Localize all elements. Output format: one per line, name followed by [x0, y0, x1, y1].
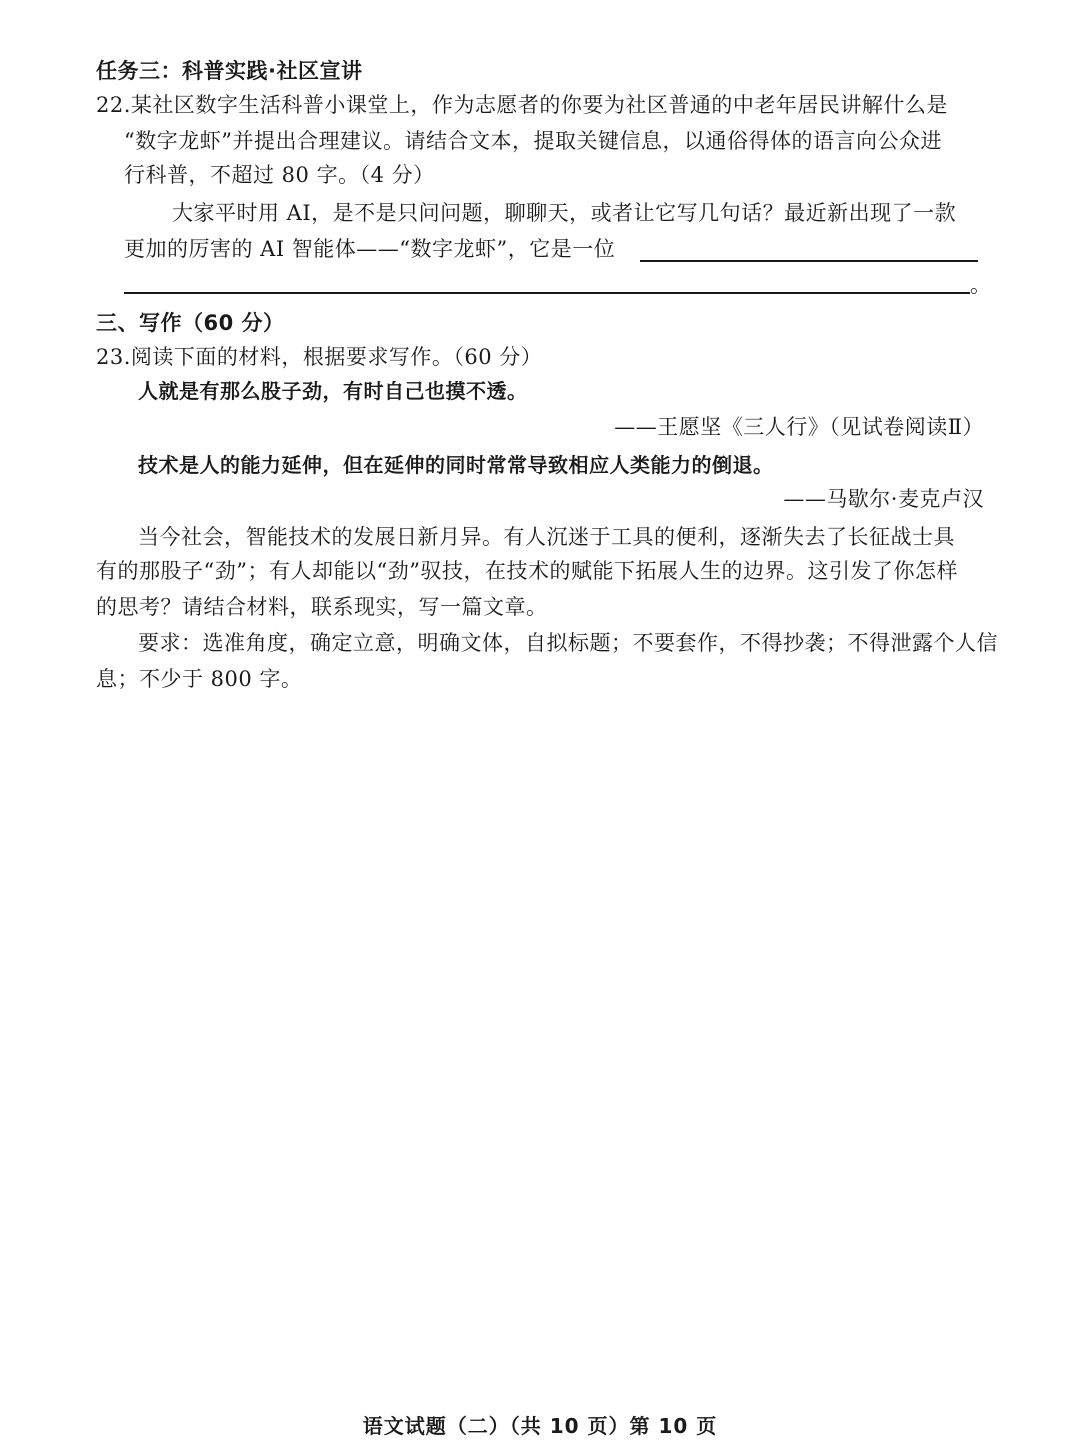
answer-blank-2	[124, 292, 970, 294]
material-source-2: ——马歇尔·麦克卢汉	[783, 487, 984, 511]
page-footer: 语文试题（二）（共 10 页）第 10 页	[362, 1414, 718, 1438]
q22-line-2: “数字龙虾”并提出合理建议。请结合文本，提取关键信息，以通俗得体的语言向公众进	[124, 129, 942, 153]
q22-line-1: 22.某社区数字生活科普小课堂上，作为志愿者的你要为社区普通的中老年居民讲解什么是	[96, 93, 948, 117]
task3-heading: 任务三：科普实践·社区宣讲	[96, 59, 363, 83]
section3-heading: 三、写作（60 分）	[96, 311, 285, 335]
material-source-1: ——王愿坚《三人行》（见试卷阅读Ⅱ）	[614, 415, 984, 439]
material-quote-2: 技术是人的能力延伸，但在延伸的同时常常导致相应人类能力的倒退。	[138, 453, 774, 477]
q23-requirement-line-2: 息；不少于 800 字。	[96, 667, 303, 691]
q23-para-line-1: 当今社会，智能技术的发展日新月异。有人沉迷于工具的便利，逐渐失去了长征战士具	[138, 525, 955, 549]
q23-prompt: 23.阅读下面的材料，根据要求写作。（60 分）	[96, 345, 543, 369]
q23-para-line-2: 有的那股子“劲”；有人却能以“劲”驭技，在技术的赋能下拓展人生的边界。这引发了你怎样	[96, 559, 958, 583]
answer-period: 。	[970, 273, 991, 297]
q22-answer-line-1: 大家平时用 AI，是不是只问问题，聊聊天，或者让它写几句话？最近新出现了一款	[172, 201, 957, 225]
q23-para-line-3: 的思考？请结合材料，联系现实，写一篇文章。	[96, 595, 548, 619]
answer-blank-1	[640, 260, 978, 262]
q23-requirement-line-1: 要求：选准角度，确定立意，明确文体，自拟标题；不要套作，不得抄袭；不得泄露个人信	[138, 631, 998, 655]
q22-answer-line-2: 更加的厉害的 AI 智能体——“数字龙虾”，它是一位	[124, 237, 616, 261]
material-quote-1: 人就是有那么股子劲，有时自己也摸不透。	[138, 379, 528, 403]
q22-line-3: 行科普，不超过 80 字。（4 分）	[124, 163, 435, 187]
